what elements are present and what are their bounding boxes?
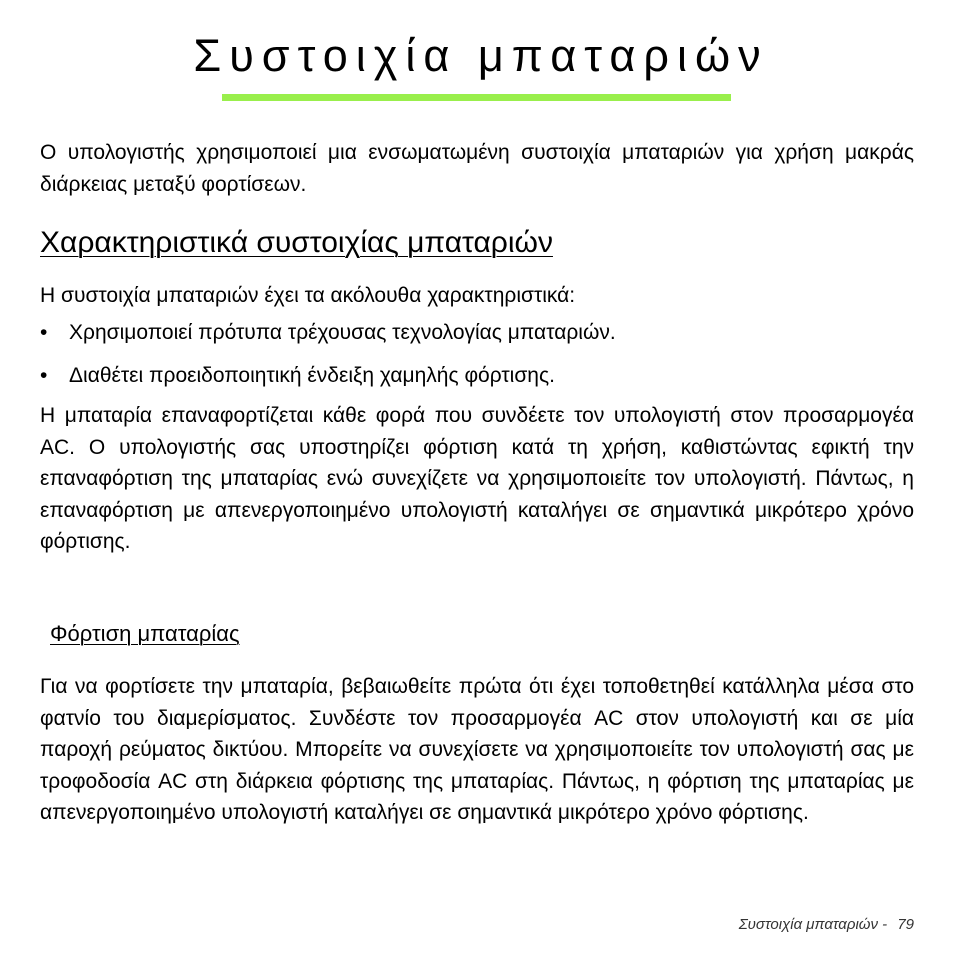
title-underline-bar bbox=[222, 94, 731, 101]
section-heading-features: Χαρακτηριστικά συστοιχίας μπαταριών bbox=[40, 226, 553, 259]
features-body-paragraph: Η μπαταρία επαναφορτίζεται κάθε φορά που συνδέετε τον υπολογιστή στον προσαρμογέα AC. Ο υπολογιστής σας υποστηρίζει φόρτιση κατά τη χρήση, καθιστώντας εφικτή την επαναφόρτιση της μπαταρίας ενώ συνεχίζετε να χρησιμοποιείτε τον υπολογιστή. Πάντως, η επαναφόρτιση με απενεργοποιημένο υπολογιστή καταλήγει σε σημαντικά μικρότερο χρόνο φόρτισης. bbox=[40, 404, 914, 553]
bullet-icon: • bbox=[40, 363, 48, 387]
features-lead: Η συστοιχία μπαταριών έχει τα ακόλουθα χαρακτηριστικά: bbox=[40, 284, 576, 307]
list-item-text: Χρησιμοποιεί πρότυπα τρέχουσας τεχνολογίας μπαταριών. bbox=[69, 321, 616, 344]
list-item-text: Διαθέτει προειδοποιητική ένδειξη χαμηλής φόρτισης. bbox=[69, 363, 555, 387]
page-footer bbox=[739, 916, 914, 933]
features-bullet-list bbox=[40, 317, 914, 402]
section-heading-charging: Φόρτιση μπαταρίας bbox=[50, 621, 240, 646]
footer-separator: - bbox=[877, 916, 892, 933]
list-item bbox=[40, 317, 914, 349]
intro-paragraph: Ο υπολογιστής χρησιμοποιεί μια ενσωματωμένη συστοιχία μπαταριών για χρήση μακράς διάρκειας μεταξύ φορτίσεων. bbox=[40, 141, 914, 196]
bullet-icon: • bbox=[40, 321, 48, 344]
charging-body-paragraph: Για να φορτίσετε την μπαταρία, βεβαιωθείτε πρώτα ότι έχει τοποθετηθεί κατάλληλα μέσα στο φατνίο του διαμερίσματος. Συνδέστε τον προσαρμογέα AC στον υπολογιστή και σε μία παροχή ρεύματος δικτύου. Μπορείτε να συνεχίσετε να χρησιμοποιείτε τον υπολογιστή σας με τροφοδοσία AC στη διάρκεια φόρτισης της μπαταρίας. Πάντως, η φόρτιση της μπαταρίας με απενεργοποιημένο υπολογιστή καταλήγει σε σημαντικά μικρότερο χρόνο φόρτισης. bbox=[40, 675, 914, 824]
footer-section-name: Συστοιχία μπαταριών bbox=[738, 916, 878, 933]
page-title: Συστοιχία μπαταριών bbox=[193, 30, 769, 81]
list-item bbox=[40, 360, 914, 392]
footer-page-number: 79 bbox=[897, 916, 914, 933]
